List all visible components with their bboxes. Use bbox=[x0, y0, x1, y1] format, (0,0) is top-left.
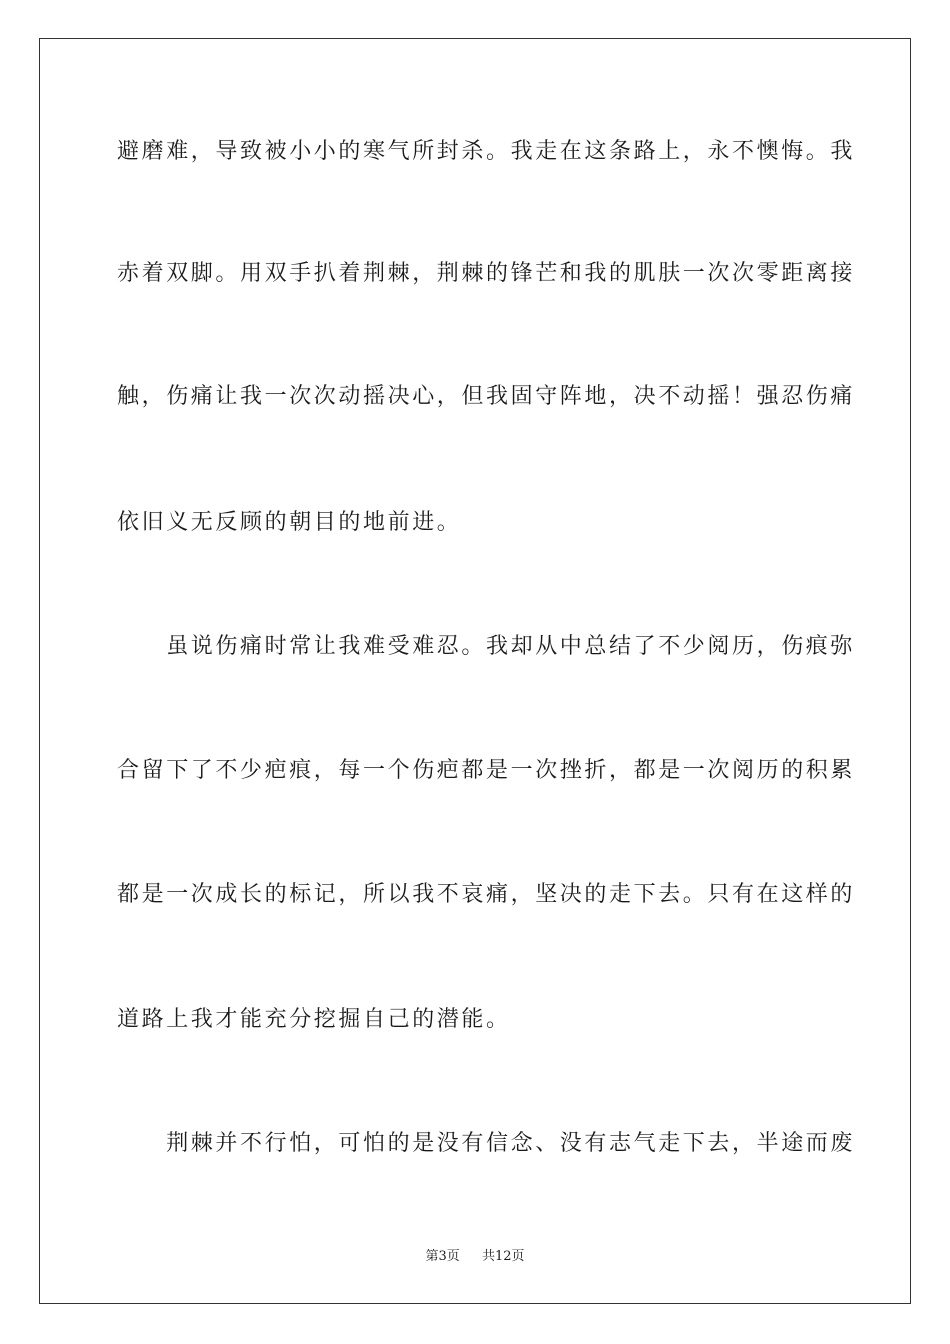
body-text-line: 道路上我才能充分挖掘自己的潜能。 bbox=[117, 1007, 511, 1032]
body-text-line: 触，伤痛让我一次次动摇决心，但我固守阵地，决不动摇！强忍伤痛 bbox=[117, 384, 856, 409]
body-text-line: 荆棘并不行怕，可怕的是没有信念、没有志气走下去，半途而废 bbox=[117, 1131, 856, 1156]
body-text-line: 虽说伤痛时常让我难受难忍。我却从中总结了不少阅历，伤痕弥 bbox=[117, 634, 856, 659]
body-text-line: 赤着双脚。用双手扒着荆棘，荆棘的锋芒和我的肌肤一次次零距离接 bbox=[117, 261, 856, 286]
body-text-line: 合留下了不少疤痕，每一个伤疤都是一次挫折，都是一次阅历的积累 bbox=[117, 758, 856, 783]
page-border bbox=[39, 38, 911, 1304]
page-total: 共12页 bbox=[482, 1249, 525, 1264]
body-text-line: 避磨难，导致被小小的寒气所封杀。我走在这条路上，永不懊悔。我 bbox=[117, 139, 856, 164]
body-text-line: 依旧义无反顾的朝目的地前进。 bbox=[117, 510, 462, 535]
page-number: 第3页 bbox=[425, 1249, 460, 1264]
page-footer bbox=[0, 1248, 950, 1266]
body-text-line: 都是一次成长的标记，所以我不哀痛，坚决的走下去。只有在这样的 bbox=[117, 882, 856, 907]
